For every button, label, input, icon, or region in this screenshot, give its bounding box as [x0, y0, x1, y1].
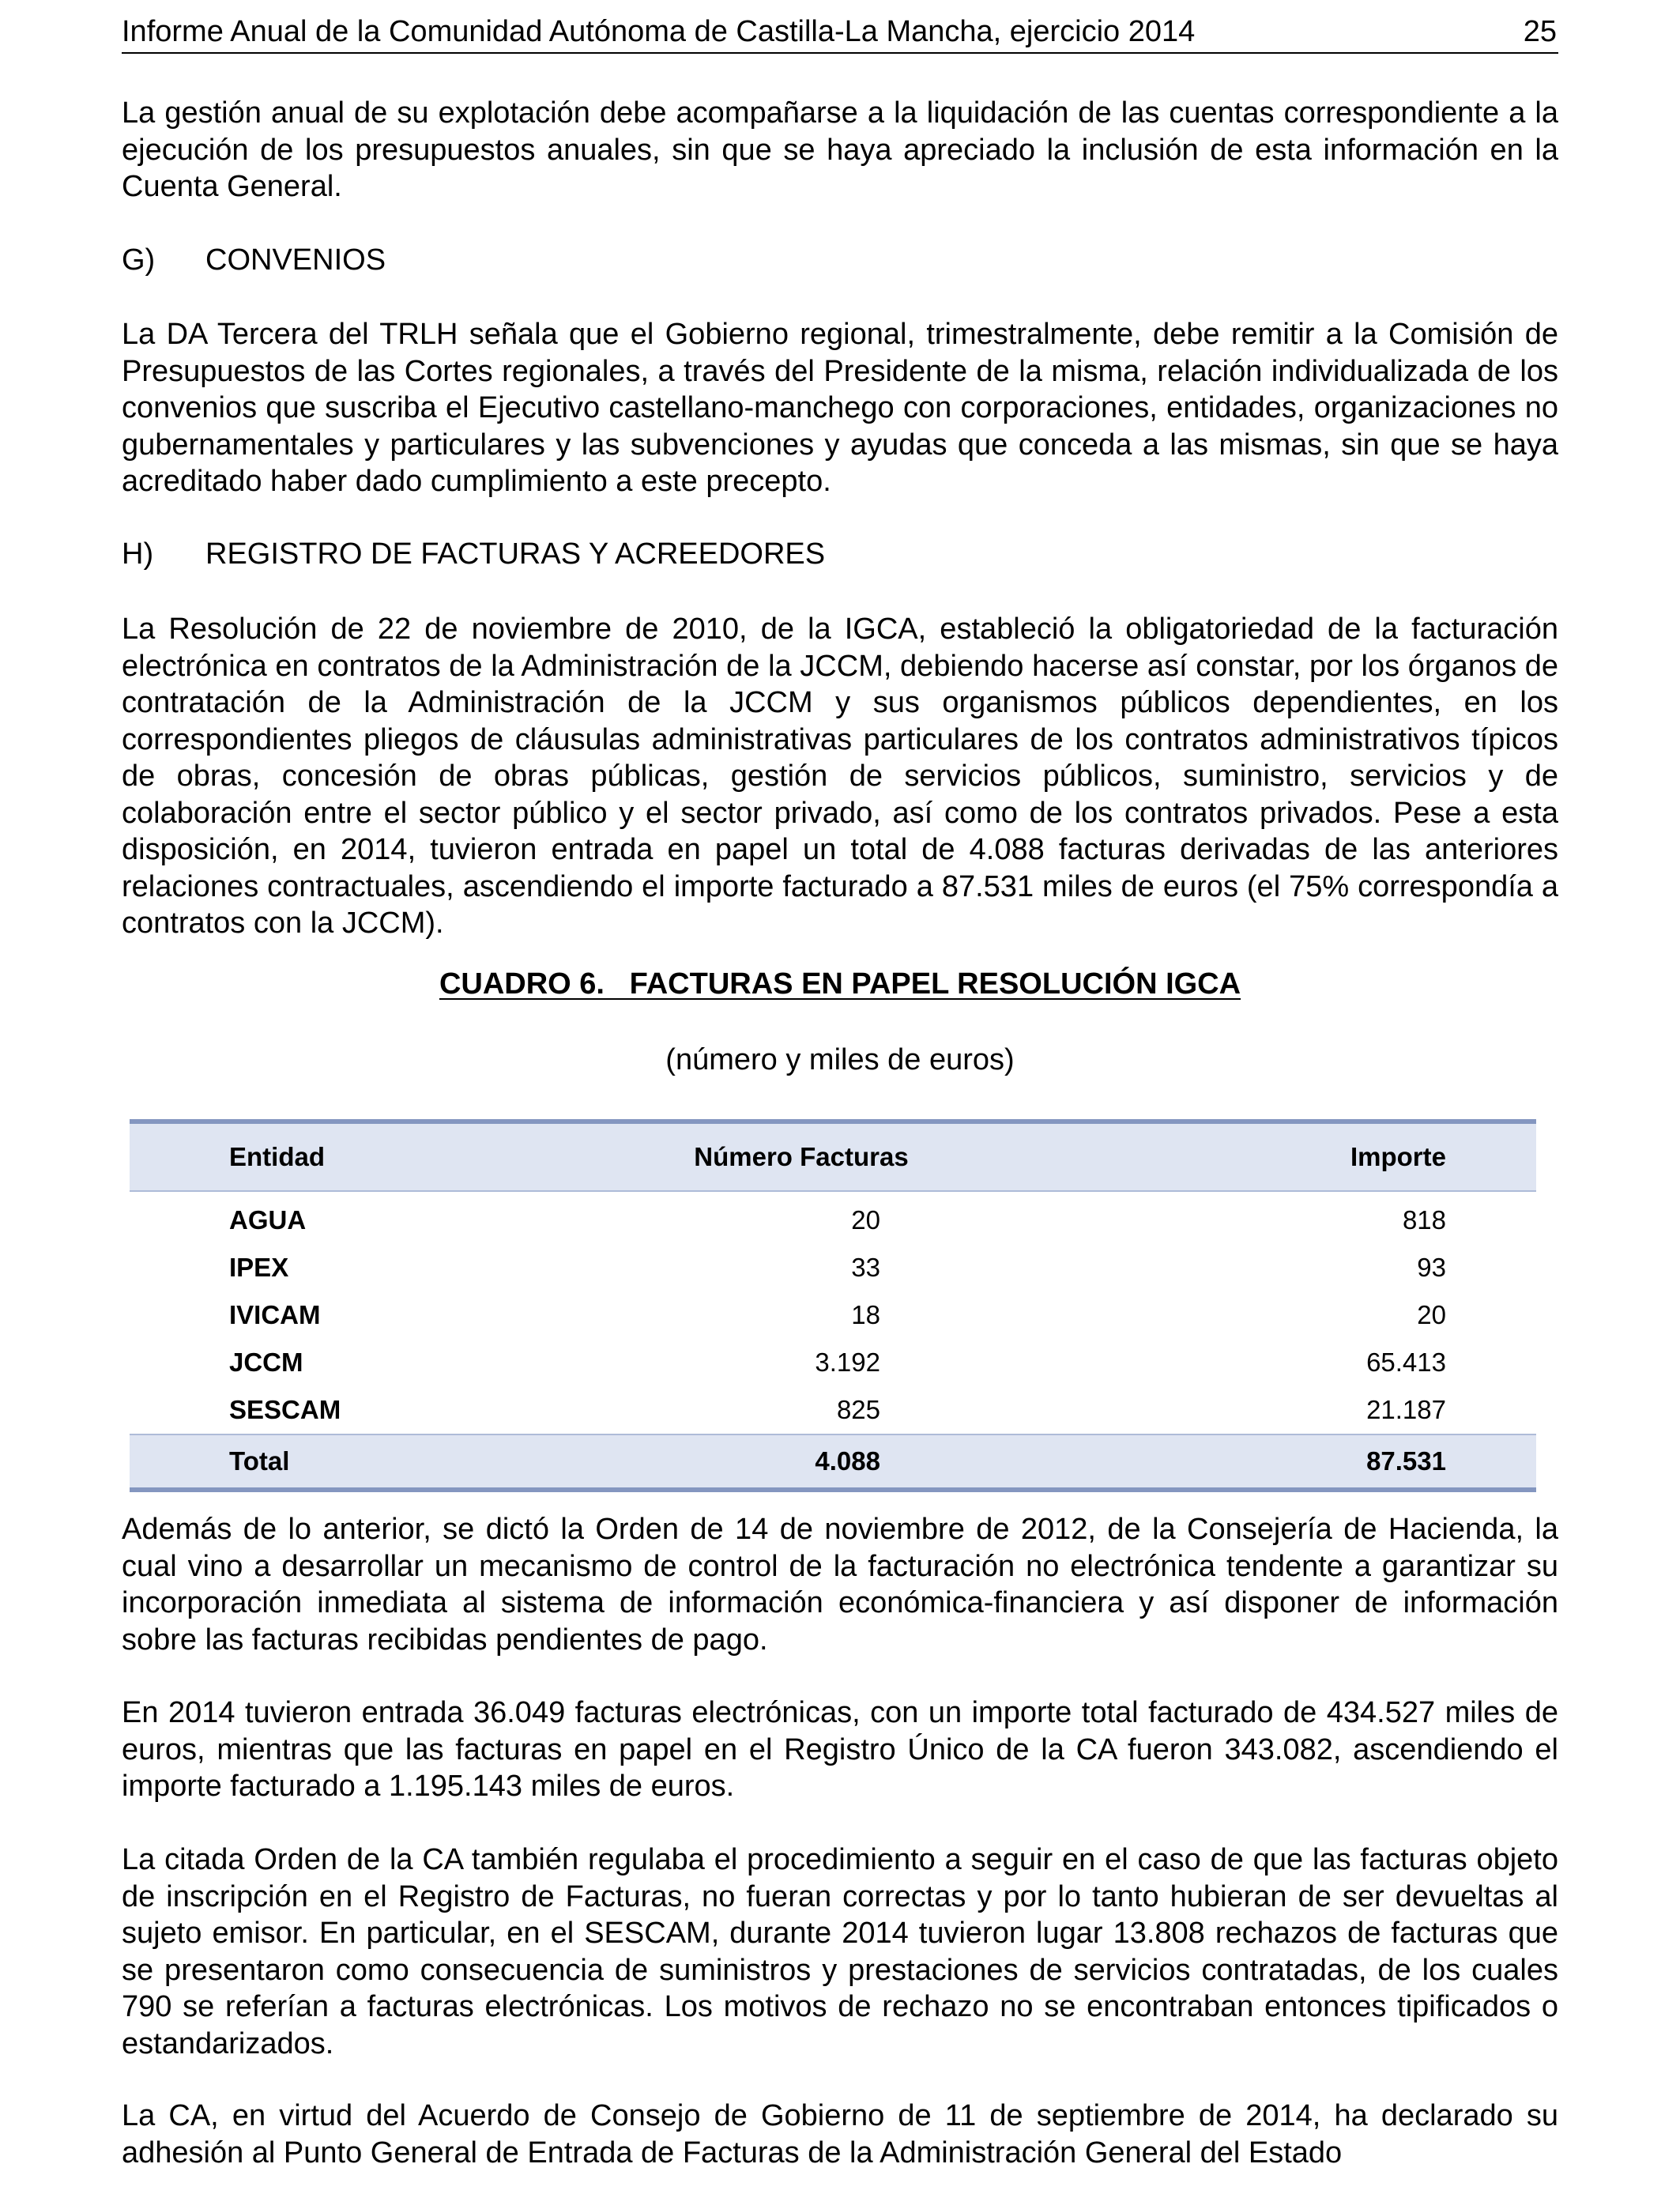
- cell-importe: 87.531: [1366, 1446, 1446, 1476]
- table-row: [130, 1197, 1536, 1244]
- table-header-row: [130, 1124, 1536, 1192]
- heading-text: REGISTRO DE FACTURAS Y ACREEDORES: [205, 537, 826, 571]
- column-header-numero: Número Facturas: [694, 1142, 909, 1171]
- column-header-importe: Importe: [1350, 1142, 1446, 1171]
- heading-letter: H): [122, 537, 154, 571]
- table-subtitle: (número y miles de euros): [665, 1043, 1015, 1076]
- cell-entidad: JCCM: [229, 1348, 303, 1377]
- paragraph-facturas-electronicas: En 2014 tuvieron entrada 36.049 facturas electrónicas, con un importe total facturado de 434.527 miles de euros, mientras que las facturas en papel en el Registro Único de la CA fueron 343.082, ascendiendo el importe facturado a 1.195.143 miles de euros.: [122, 1696, 1558, 1803]
- heading-text: CONVENIOS: [205, 243, 386, 277]
- heading-registro-facturas: [122, 536, 825, 572]
- paragraph-orden-hacienda: Además de lo anterior, se dictó la Orden de 14 de noviembre de 2012, de la Consejería de Hacienda, la cual vino a desarrollar un mecanismo de control de la facturación no electrónica tendente a garantizar su incorporación inmediata al sistema de información económica-financiera y así disponer de información sobre las facturas recibidas pendientes de pago.: [122, 1513, 1558, 1657]
- page-number: 25: [1523, 15, 1557, 48]
- cell-importe: 21.187: [1366, 1395, 1446, 1424]
- paragraph-explotacion: La gestión anual de su explotación debe acompañarse a la liquidación de las cuentas correspondiente a la ejecución de los presupuestos anuales, sin que se haya apreciado la inclusión de esta información en la Cuenta General.: [122, 96, 1558, 203]
- page-header: [122, 11, 1558, 54]
- table-row: [130, 1291, 1536, 1339]
- cell-numero: 3.192: [815, 1348, 880, 1377]
- table-total-row: [130, 1434, 1536, 1487]
- cell-numero: 33: [851, 1253, 880, 1282]
- table-row: [130, 1244, 1536, 1291]
- heading-convenios: [122, 242, 386, 278]
- table-row: [130, 1386, 1536, 1434]
- cell-entidad: AGUA: [229, 1205, 307, 1235]
- cell-numero: 18: [851, 1300, 880, 1329]
- cell-importe: 818: [1402, 1205, 1446, 1235]
- paragraph-resolucion-igca: La Resolución de 22 de noviembre de 2010, de la IGCA, estableció la obligatoriedad de la facturación electrónica en contratos de la Administración de la JCCM, debiendo hacerse así constar, por los órganos de contratación de la Administración de la JCCM y sus organismos públicos dependientes, en los correspondientes pliegos de cláusulas administrativas particulares de los contratos administrativos típicos de obras, concesión de obras públicas, gestión de servicios públicos, suministro, servicios y de colaboración entre el sector público y el sector privado, así como de los contratos privados. Pese a esta disposición, en 2014, tuvieron entrada en papel un total de 4.088 facturas derivadas de las anteriores relaciones contractuales, ascendiendo el importe facturado a 87.531 miles de euros (el 75% correspondía a contratos con la JCCM).: [122, 613, 1558, 940]
- cell-numero: 20: [851, 1205, 880, 1235]
- cell-numero: 4.088: [815, 1446, 880, 1476]
- paragraph-punto-general: La CA, en virtud del Acuerdo de Consejo de Gobierno de 11 de septiembre de 2014, ha declarado su adhesión al Punto General de Entrada de Facturas de la Administración General del Estado: [122, 2099, 1558, 2169]
- cell-importe: 93: [1417, 1253, 1446, 1282]
- cell-importe: 65.413: [1366, 1348, 1446, 1377]
- cell-entidad: Total: [229, 1446, 290, 1476]
- cell-entidad: IPEX: [229, 1253, 289, 1282]
- cell-importe: 20: [1417, 1300, 1446, 1329]
- cell-numero: 825: [836, 1395, 880, 1424]
- heading-letter: G): [122, 243, 156, 277]
- table-title: CUADRO 6. FACTURAS EN PAPEL RESOLUCIÓN IGCA: [439, 967, 1241, 1001]
- column-header-entidad: Entidad: [229, 1142, 325, 1171]
- table-row: [130, 1339, 1536, 1386]
- facturas-table: [130, 1119, 1536, 1492]
- cell-entidad: IVICAM: [229, 1300, 321, 1329]
- paragraph-convenios: La DA Tercera del TRLH señala que el Gobierno regional, trimestralmente, debe remitir a la Comisión de Presupuestos de las Cortes regionales, a través del Presidente de la misma, relación individualizada de los convenios que suscriba el Ejecutivo castellano-manchego con corporaciones, entidades, organizaciones no gubernamentales y particulares y las subvenciones y ayudas que conceda a las mismas, sin que se haya acreditado haber dado cumplimiento a este precepto.: [122, 318, 1558, 498]
- paragraph-rechazos: La citada Orden de la CA también regulaba el procedimiento a seguir en el caso de que las facturas objeto de inscripción en el Registro de Facturas, no fueran correctas y por lo tanto hubieran de ser devueltas al sujeto emisor. En particular, en el SESCAM, durante 2014 tuvieron lugar 13.808 rechazos de facturas que se presentaron como consecuencia de suministros y prestaciones de servicios contratadas, de los cuales 790 se referían a facturas electrónicas. Los motivos de rechazo no se encontraban entonces tipificados o estandarizados.: [122, 1843, 1558, 2060]
- cell-entidad: SESCAM: [229, 1395, 341, 1424]
- header-title: Informe Anual de la Comunidad Autónoma de Castilla-La Mancha, ejercicio 2014: [122, 15, 1196, 48]
